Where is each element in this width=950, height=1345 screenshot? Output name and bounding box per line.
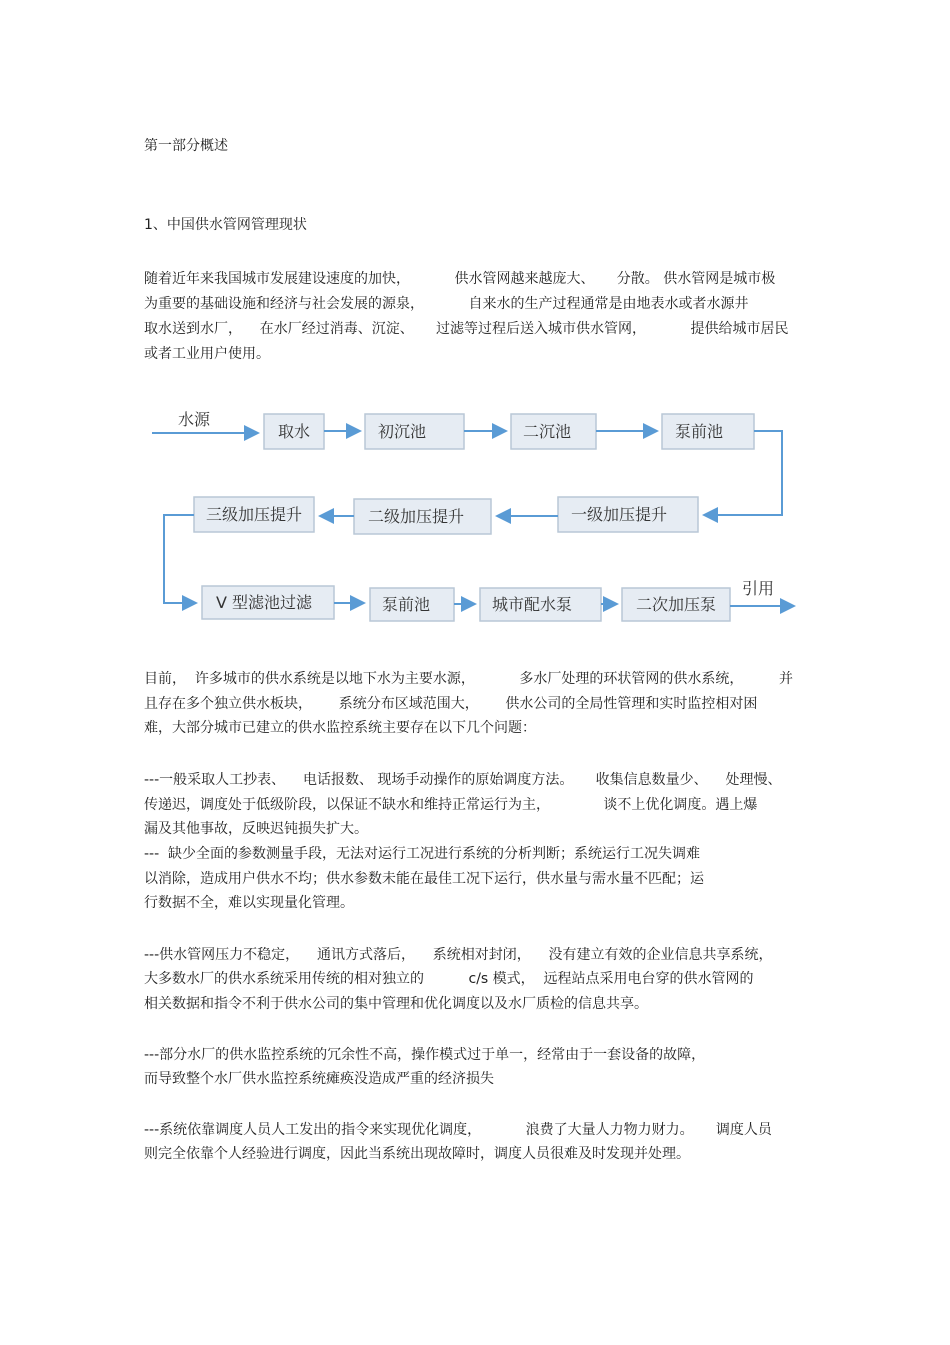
svg-text:取水: 取水 — [277, 422, 311, 441]
intro-line: 取水送到水厂， 在水厂经过消毒、沉淀、 过滤等过程后送入城市供水管网， 提供给城市居民 — [144, 321, 789, 337]
flow-step-secondary-boost-pump — [622, 588, 730, 621]
flow-output-label: 引用 — [742, 579, 775, 598]
flow-step-intake — [264, 414, 324, 449]
flow-step-v-filter — [202, 586, 334, 619]
svg-text:二次加压泵: 二次加压泵 — [635, 595, 717, 614]
svg-text:V 型滤池过滤: V 型滤池过滤 — [215, 593, 313, 612]
flow-step-level1-boost — [558, 497, 698, 532]
paragraph-line: 相关数据和指令不利于供水公司的集中管理和优化调度以及水厂质检的信息共享。 — [144, 996, 648, 1012]
svg-text:二沉池: 二沉池 — [522, 422, 572, 441]
paragraph-line: 目前， 许多城市的供水系统是以地下水为主要水源， 多水厂处理的环状管网的供水系统， 并 — [144, 671, 794, 687]
paragraph-line: 传递迟，调度处于低级阶段，以保证不缺水和维持正常运行为主， 谈不上优化调度。遇上爆 — [144, 797, 758, 813]
svg-text:初沉池: 初沉池 — [377, 422, 427, 441]
intro-line: 或者工业用户使用。 — [144, 346, 270, 362]
paragraph-line: --- 缺少全面的参数测量手段，无法对运行工况进行系统的分析判断；系统运行工况失调难 — [144, 846, 701, 862]
paragraph-line: ---部分水厂的供水监控系统的冗余性不高，操作模式过于单一，经常由于一套设备的故障， — [144, 1047, 706, 1063]
paragraph-line: 漏及其他事故，反映迟钝损失扩大。 — [144, 821, 368, 837]
flow-step-city-distribution-pump — [480, 588, 601, 621]
svg-text:城市配水泵: 城市配水泵 — [491, 595, 573, 614]
svg-text:泵前池: 泵前池 — [674, 422, 724, 441]
paragraph-line: 以消除，造成用户供水不均；供水参数未能在最佳工况下运行，供水量与需水量不匹配；运 — [144, 871, 704, 887]
flow-step-primary-sedimentation — [365, 414, 464, 449]
paragraph-line: ---供水管网压力不稳定， 通讯方式落后， 系统相对封闭， 没有建立有效的企业信息共享系统， — [144, 947, 773, 963]
flow-arrow — [164, 515, 196, 603]
svg-text:二级加压提升: 二级加压提升 — [367, 507, 465, 526]
paragraph-line: 且存在多个独立供水板块， 系统分布区域范围大， 供水公司的全局性管理和实时监控相对困 — [144, 696, 758, 712]
flow-step-pre-pump-tank-2 — [370, 588, 454, 621]
paragraph-line: 难，大部分城市已建立的供水监控系统主要存在以下几个问题： — [144, 720, 536, 736]
flow-step-secondary-sedimentation — [511, 414, 596, 449]
flow-source-label: 水源 — [178, 410, 211, 429]
intro-line: 为重要的基础设施和经济与社会发展的源泉， 自来水的生产过程通常是由地表水或者水源井 — [144, 296, 749, 312]
paragraph-line: ---一般采取人工抄表、 电话报数、 现场手动操作的原始调度方法。 收集信息数量少、 处理慢、 — [144, 772, 782, 788]
section-title: 1、中国供水管网管理现状 — [144, 217, 307, 233]
intro-line: 随着近年来我国城市发展建设速度的加快， 供水管网越来越庞大、 分散。 供水管网是城市极 — [144, 271, 776, 287]
svg-text:一级加压提升: 一级加压提升 — [570, 505, 668, 524]
flow-step-level2-boost — [354, 499, 491, 534]
svg-text:三级加压提升: 三级加压提升 — [205, 505, 303, 524]
page-heading: 第一部分概述 — [144, 138, 228, 154]
svg-text:泵前池: 泵前池 — [381, 595, 431, 614]
paragraph-line: 而导致整个水厂供水监控系统瘫痪没造成严重的经济损失 — [144, 1071, 494, 1087]
flow-step-pre-pump-tank-1 — [662, 414, 754, 449]
paragraph-line: 行数据不全，难以实现量化管理。 — [144, 895, 354, 911]
paragraph-line: ---系统依靠调度人员人工发出的指令来实现优化调度， 浪费了大量人力物力财力。 调度人员 — [144, 1122, 772, 1138]
flow-step-level3-boost — [194, 497, 314, 532]
water-treatment-flow-diagram — [0, 0, 950, 660]
paragraph-line: 大多数水厂的供水系统采用传统的相对独立的 c/s 模式， 远程站点采用电台穿的供水管网的 — [144, 971, 754, 987]
paragraph-line: 则完全依靠个人经验进行调度，因此当系统出现故障时，调度人员很难及时发现并处理。 — [144, 1146, 690, 1162]
